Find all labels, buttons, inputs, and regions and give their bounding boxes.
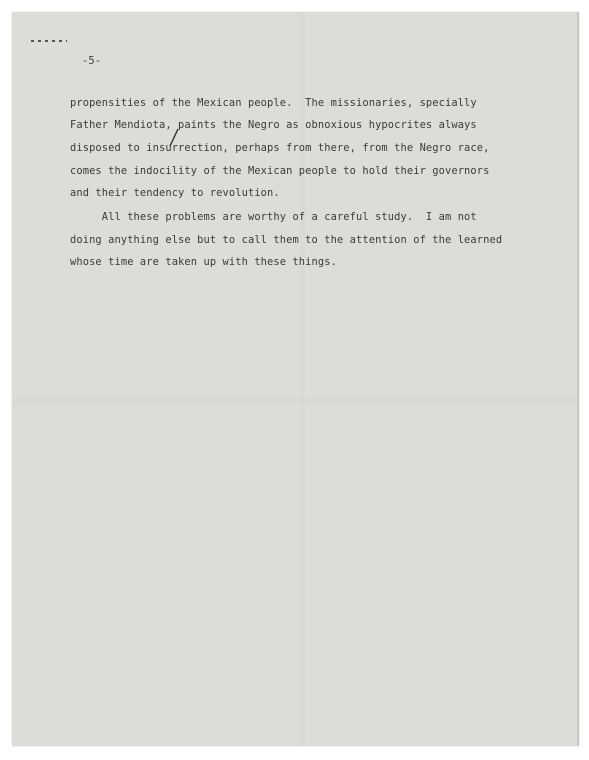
page-edge: [577, 12, 579, 746]
text-line-3: disposed to insurrection, perhaps from there, from the Negro race,: [70, 142, 490, 154]
text-line-6: All these problems are worthy of a careful study. I am not: [70, 211, 477, 223]
text-line-4: comes the indocility of the Mexican people to hold their governors: [70, 165, 490, 177]
text-line-2: Father Mendiota, paints the Negro as obnoxious hypocrites always: [70, 119, 477, 131]
text-line-1: propensities of the Mexican people. The missionaries, specially: [70, 97, 477, 109]
text-line-7: doing anything else but to call them to the attention of the learned: [70, 234, 503, 246]
handwritten-strike-mark: [168, 128, 180, 147]
typed-page: [12, 12, 579, 746]
corner-mark: [31, 40, 67, 42]
text-line-8: whose time are taken up with these things.: [70, 256, 337, 268]
page-number: -5-: [82, 55, 102, 67]
text-line-5: and their tendency to revolution.: [70, 187, 280, 199]
